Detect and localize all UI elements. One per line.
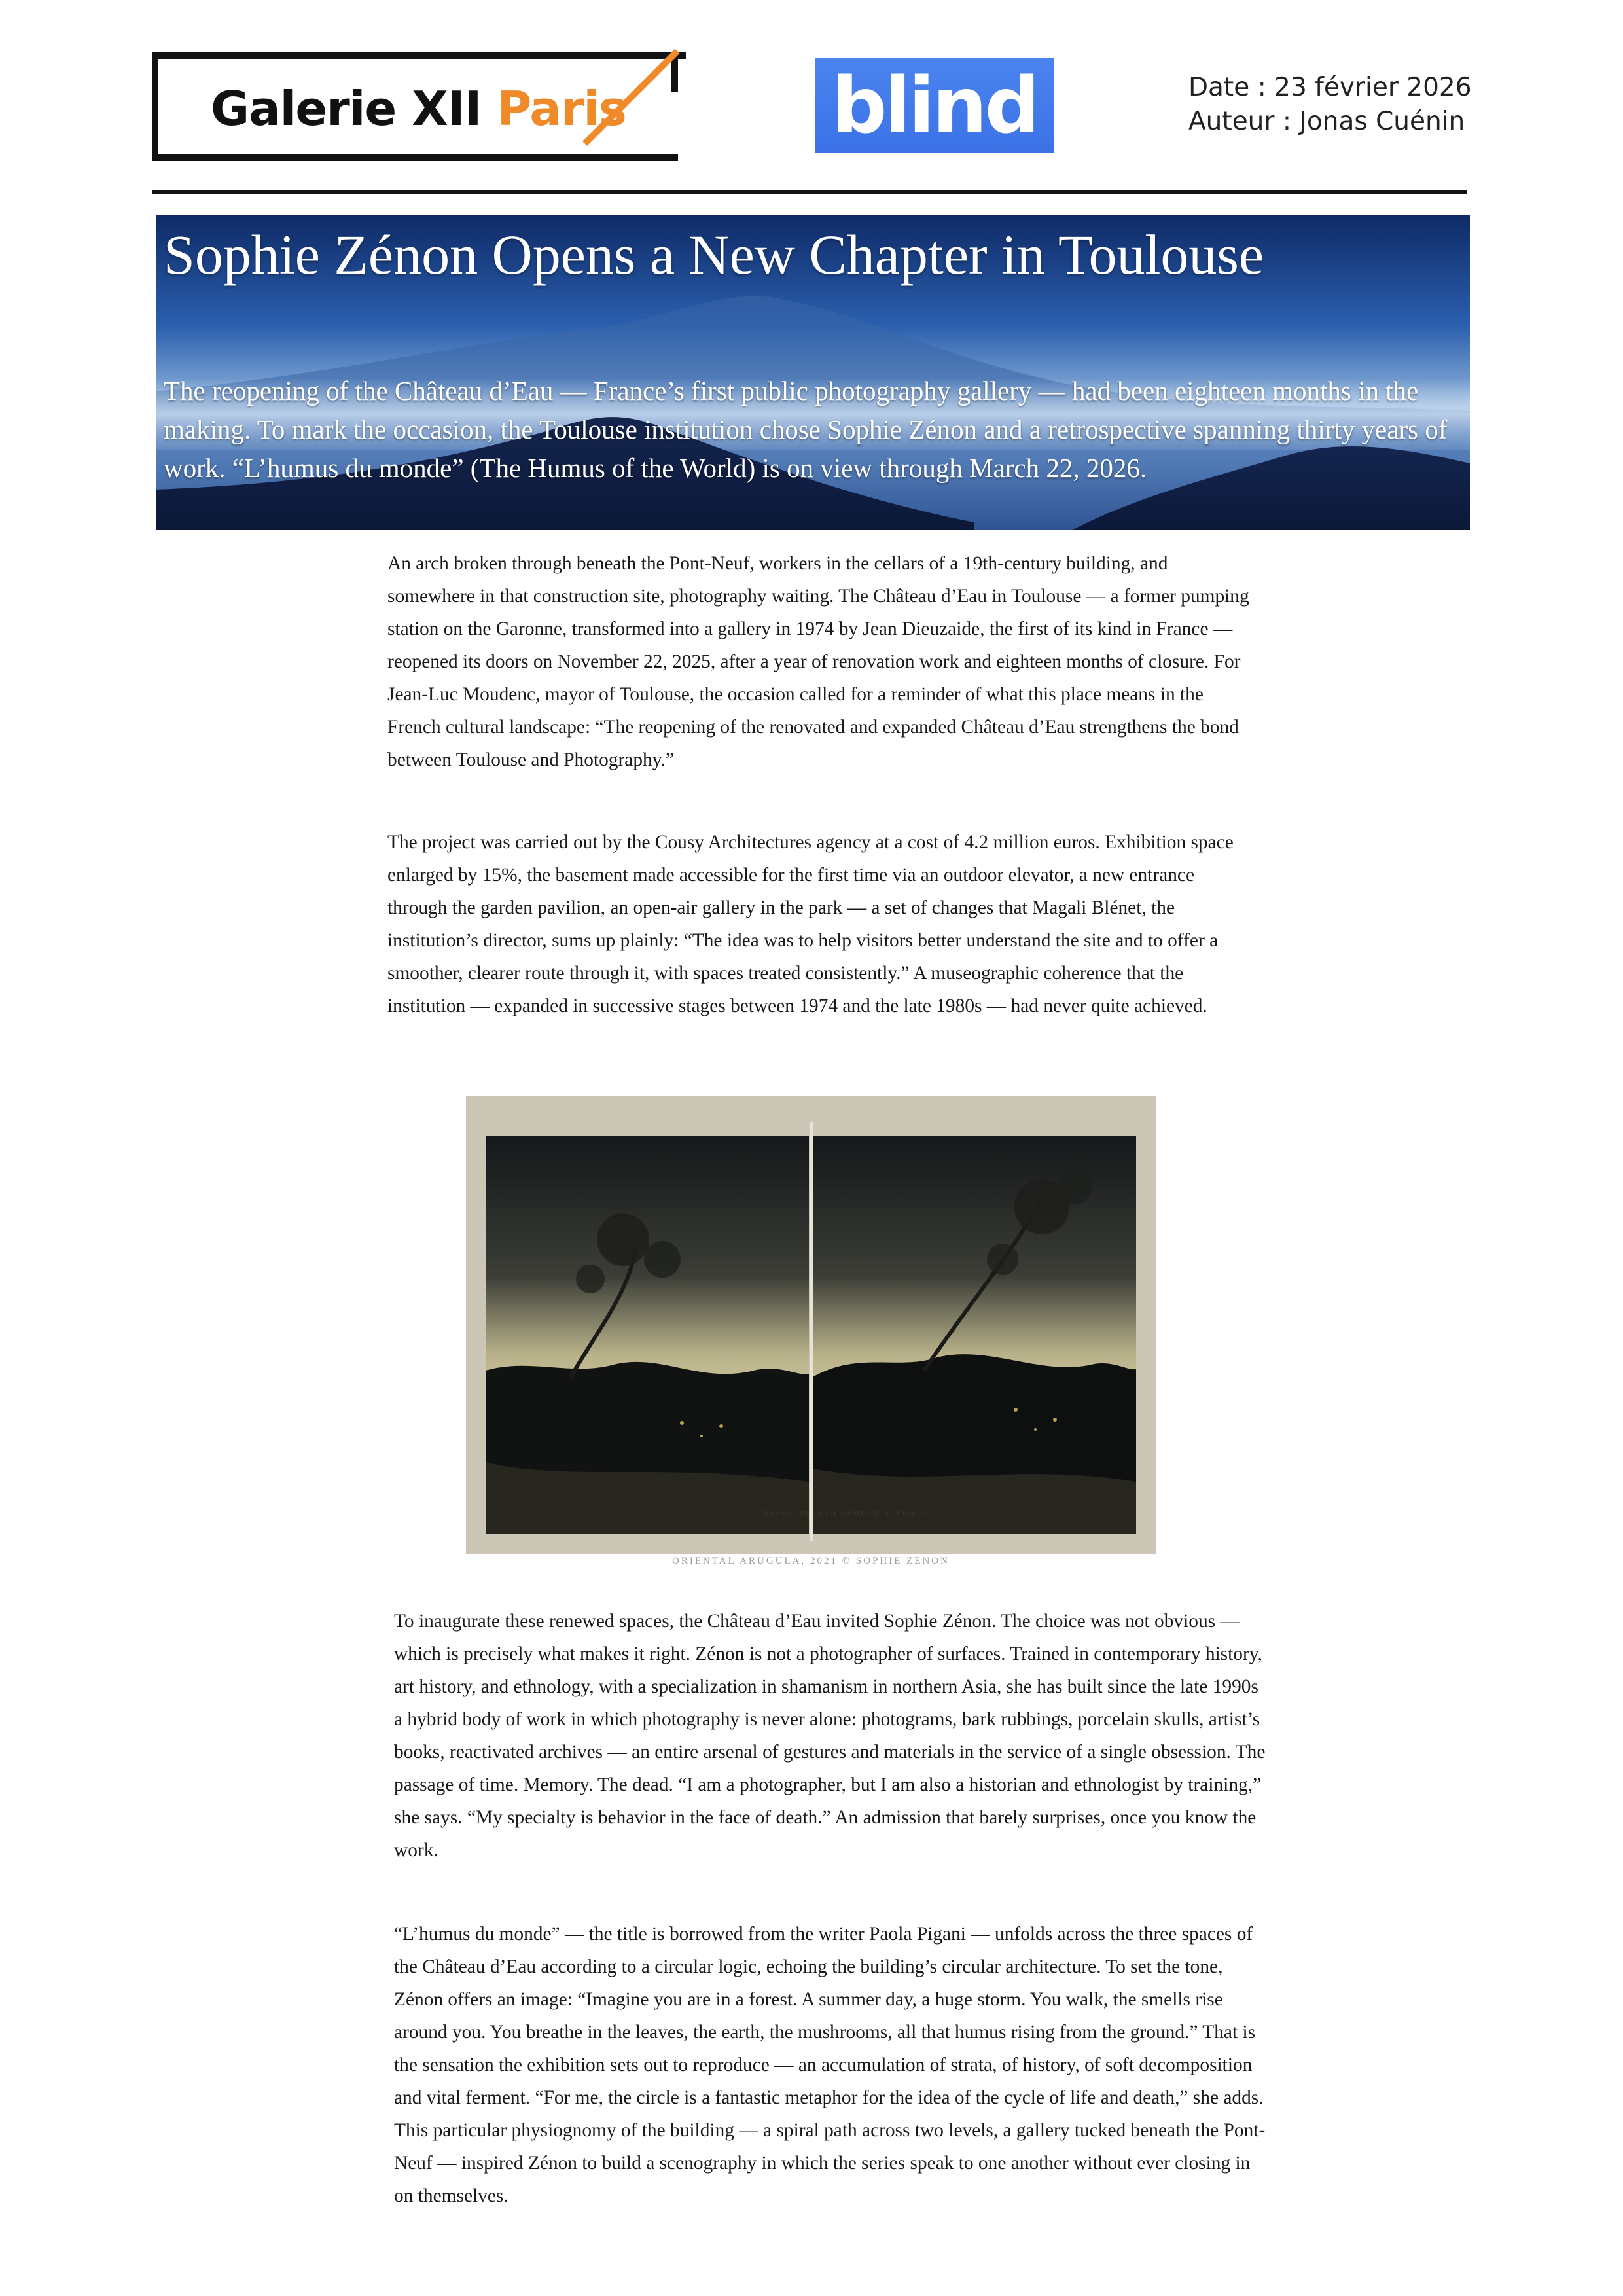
artwork-caption: ORIENTAL ARUGULA, 2021 © SOPHIE ZÉNON — [672, 1556, 950, 1565]
article-paragraph-4: “L’humus du monde” — the title is borrowed from the writer Paola Pigani — unfolds across the three spaces of the Château d’Eau according to a circular logic, echoing the building’s circular architecture. To set the tone, Zénon offers an image: “Imagine you are in a forest. A summer day, a huge storm. You walk, the smells rise around you. You breathe in the leaves, the earth, the mushrooms, all that humus rising from the ground.” That is the sensation the exhibition sets out to reproduce — an accumulation of strata, of history, of soft decomposition and vital ferment. “For me, the circle is a fantastic metaphor for the idea of the cycle of life and death,” she adds. This particular physiognomy of the building — a spiral path across two levels, a gallery tucked beneath the Pont-Neuf — inspired Zénon to build a scenography in which the series speak to one another without ever closing in on themselves. — [394, 1924, 1266, 2206]
article-paragraph-1: An arch broken through beneath the Pont-Neuf, workers in the cellars of a 19th-century building, and somewhere in that construction site, photography waiting. The Château d’Eau in Toulouse — a former pumping station on the Garonne, transformed into a gallery in 1974 by Jean Dieuzaide, the first of its kind in France — reopened its doors on November 22, 2025, after a year of renovation work and eighteen months of closure. For Jean-Luc Moudenc, mayor of Toulouse, the occasion called for a reminder of what this place means in the French cultural landscape: “The reopening of the renovated and expanded Château d’Eau strengthens the bond between Toulouse and Photography.” — [387, 553, 1249, 770]
article-paragraph-2: The project was carried out by the Cousy Architectures agency at a cost of 4.2 million euros. Exhibition space enlarged by 15%, the basement made accessible for the first time via an outdoor elevator, a new entrance through the garden pavilion, an open-air gallery in the park — a set of changes that Magali Blénet, the institution’s director, sums up plainly: “The idea was to help visitors better understand the site and to offer a smoother, clearer route through it, with spaces treated consistently.” A museographic coherence that the institution — expanded in successive stages between 1974 and the late 1980s — had never quite achieved. — [387, 832, 1234, 1016]
artwork-inscription: FOLIAGE ON THE CHAMP OF BEYRILLE — [754, 1509, 929, 1517]
artwork-diptych — [466, 1096, 1156, 1554]
article-meta — [1188, 71, 1472, 139]
hero-banner — [156, 215, 1470, 530]
article-author: Auteur : Jonas Cuénin — [1188, 107, 1465, 136]
article-paragraph-3: To inaugurate these renewed spaces, the Château d’Eau invited Sophie Zénon. The choice was not obvious — which is precisely what makes it right. Zénon is not a photographer of surfaces. Trained in contemporary history, art history, and ethnology, with a specialization in shamanism in northern Asia, she has built since the late 1990s a hybrid body of work in which photography is never alone: photograms, bark rubbings, porcelain skulls, artist’s books, reactivated archives — an entire arsenal of gestures and materials in the service of a single obsession. The passage of time. Memory. The dead. “I am a photographer, but I am also a historian and ethnologist by training,” she says. “My specialty is behavior in the face of death.” An admission that barely surprises, once you know the work. — [394, 1611, 1266, 1861]
article-date: Date : 23 février 2026 — [1188, 73, 1472, 102]
gallery-logo — [152, 52, 678, 161]
header-divider — [152, 190, 1467, 194]
logo-name: Galerie XII — [211, 81, 497, 136]
hero-subtitle: The reopening of the Château d’Eau — France’s first public photography gallery — had been eighteen months in the making. To mark the occasion, the Toulouse institution chose Sophie Zénon and a retrospective spanning thirty years of work. “L’humus du monde” (The Humus of the World) is on view through March 22, 2026. — [164, 376, 1448, 483]
blind-partner-logo — [815, 58, 1054, 153]
logo-city: Paris — [497, 81, 626, 136]
artwork-image — [466, 1096, 1156, 1554]
blind-logo-text: blind — [832, 60, 1037, 151]
hero-title: Sophie Zénon Opens a New Chapter in Toulouse — [164, 223, 1264, 286]
